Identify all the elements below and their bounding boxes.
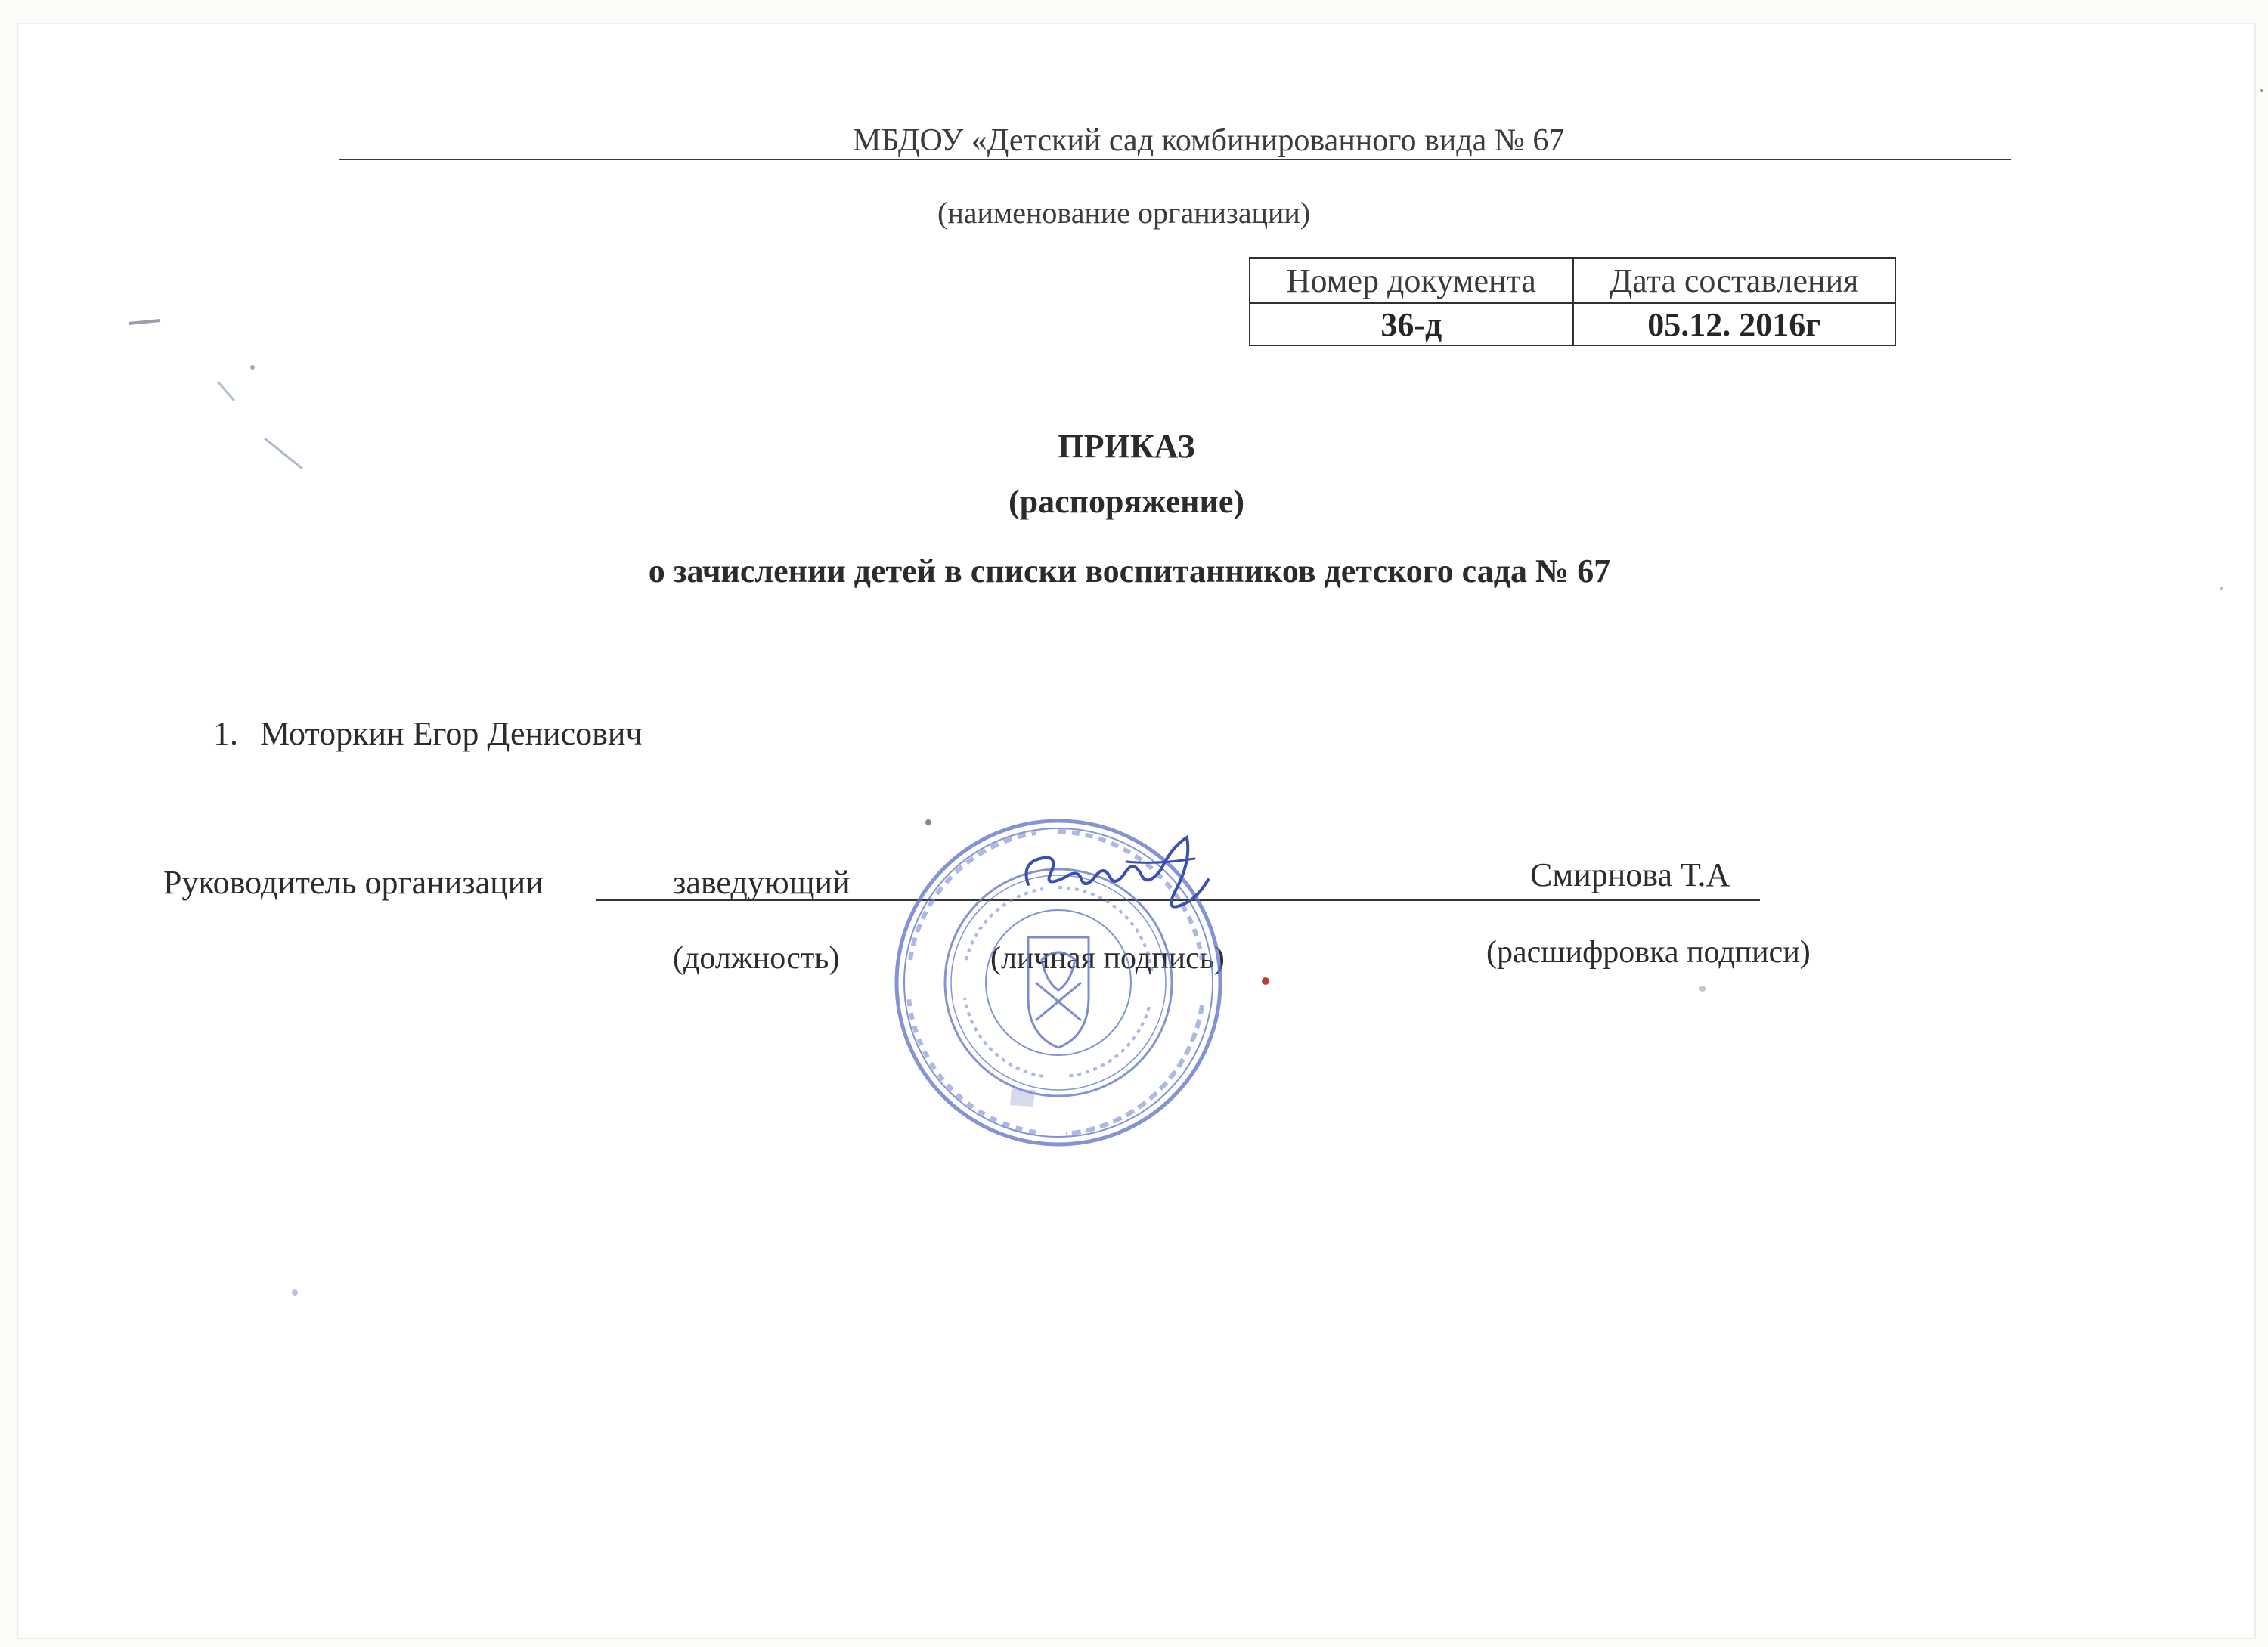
order-subtitle: (распоряжение) [1008,483,1245,520]
document-number-label: Номер документа [1250,258,1573,303]
document-date-label: Дата составления [1573,258,1895,303]
signatory-name: Смирнова Т.А [1530,856,1730,893]
signatory-position: заведующий [673,864,850,901]
organization-name: МБДОУ «Детский сад комбинированного вида № 67 [853,123,1565,158]
order-subject: о зачислении детей в списки воспитанников детского сада № 67 [648,553,1611,590]
document-number-value: 36-д [1250,303,1573,345]
position-caption: (должность) [673,941,840,976]
document-info-header-row [1250,258,1895,303]
signatory-label: Руководитель организации [163,864,544,901]
signature-caption: (личная подпись) [990,941,1225,976]
signature-decode-caption: (расшифровка подписи) [1486,935,1811,970]
organization-caption: (наименование организации) [937,196,1311,230]
list-item-number: 1. [213,715,238,752]
order-title: ПРИКАЗ [1058,428,1195,465]
document-info-table [1249,257,1896,346]
list-item-child-name: Моторкин Егор Денисович [260,715,643,752]
document-info-value-row [1250,303,1895,345]
document-date-value: 05.12. 2016г [1573,303,1895,345]
handwritten-signature [1013,831,1217,922]
